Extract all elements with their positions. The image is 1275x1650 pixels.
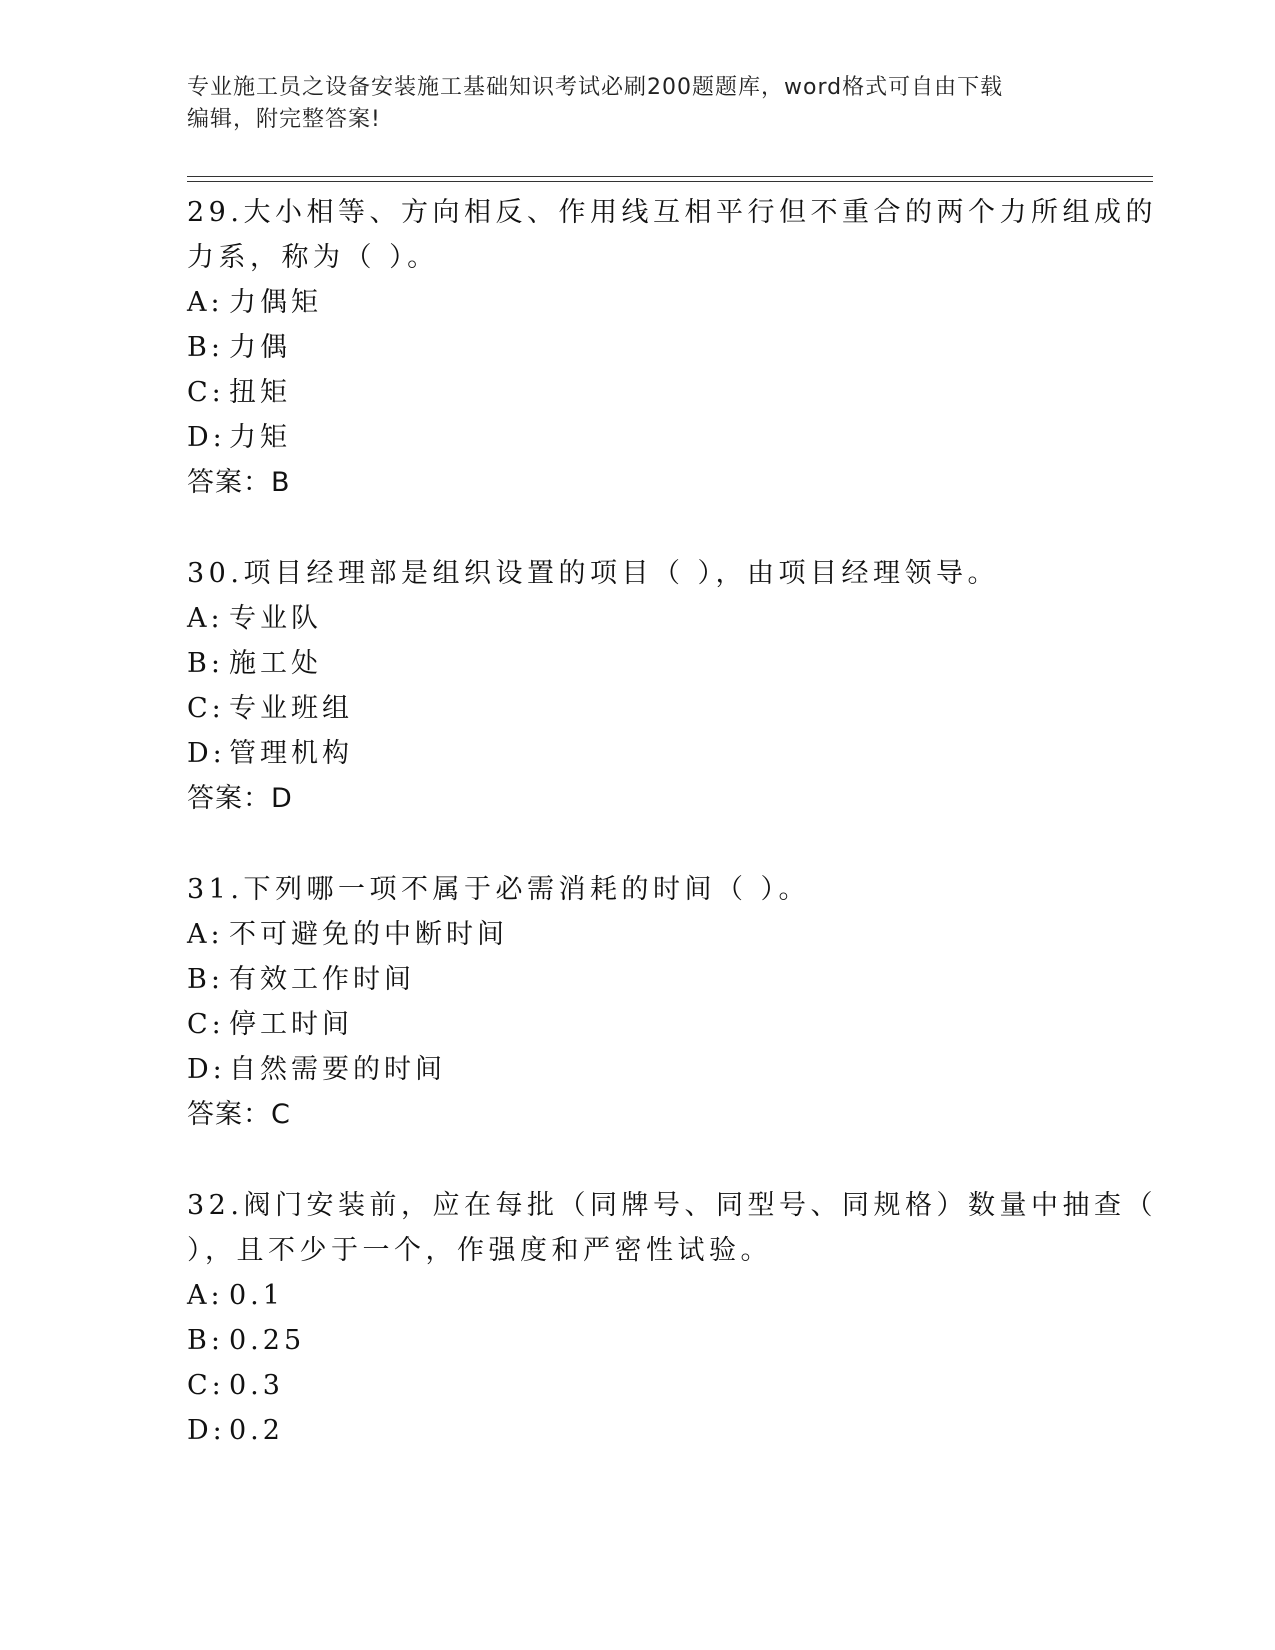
question-30 bbox=[187, 551, 1087, 821]
question-stem-line: 30.项目经理部是组织设置的项目（ ），由项目经理领导。 bbox=[187, 558, 1000, 589]
question-stem bbox=[187, 190, 1157, 280]
option-text: 力偶矩 bbox=[229, 287, 322, 318]
option-c bbox=[187, 370, 1087, 415]
question-32 bbox=[187, 1183, 1157, 1453]
option-d bbox=[187, 731, 1087, 776]
option-letter: C: bbox=[187, 693, 225, 724]
option-letter: B: bbox=[187, 1325, 224, 1356]
option-text: 专业队 bbox=[229, 603, 322, 634]
option-letter: D: bbox=[187, 1415, 226, 1446]
option-letter: D: bbox=[187, 1054, 226, 1085]
option-b bbox=[187, 957, 1087, 1002]
option-text: 0.25 bbox=[229, 1325, 306, 1356]
header-title-line-2: 编辑，附完整答案! bbox=[187, 107, 381, 132]
option-d bbox=[187, 1408, 1087, 1453]
option-letter: C: bbox=[187, 1009, 225, 1040]
option-b bbox=[187, 1318, 1087, 1363]
answer-line: 答案：D bbox=[187, 783, 293, 814]
question-stem-line: 力系，称为（ ）。 bbox=[187, 242, 439, 273]
option-text: 0.3 bbox=[229, 1370, 284, 1401]
option-c bbox=[187, 1002, 1087, 1047]
option-letter: B: bbox=[187, 648, 224, 679]
option-text: 不可避免的中断时间 bbox=[229, 919, 508, 950]
question-stem-line: ），且不少于一个，作强度和严密性试验。 bbox=[187, 1235, 772, 1266]
header-divider-top bbox=[187, 176, 1153, 177]
answer-line: 答案：B bbox=[187, 467, 291, 498]
option-a bbox=[187, 280, 1087, 325]
option-text: 施工处 bbox=[229, 648, 322, 679]
option-a bbox=[187, 912, 1087, 957]
option-b bbox=[187, 641, 1087, 686]
question-stem bbox=[187, 551, 1067, 596]
option-text: 0.1 bbox=[229, 1280, 284, 1311]
option-letter: D: bbox=[187, 738, 226, 769]
header-title-line-1: 专业施工员之设备安装施工基础知识考试必刷200题题库，word格式可自由下载 bbox=[187, 75, 1004, 100]
question-spacer bbox=[187, 505, 1087, 551]
option-letter: A: bbox=[187, 287, 224, 318]
option-c bbox=[187, 686, 1087, 731]
question-list bbox=[187, 190, 1157, 1453]
option-letter: C: bbox=[187, 1370, 225, 1401]
answer-line: 答案：C bbox=[187, 1099, 291, 1130]
option-letter: B: bbox=[187, 964, 224, 995]
question-31 bbox=[187, 867, 1087, 1137]
option-text: 有效工作时间 bbox=[229, 964, 415, 995]
option-a bbox=[187, 1273, 1087, 1318]
option-letter: A: bbox=[187, 919, 224, 950]
option-text: 自然需要的时间 bbox=[229, 1054, 446, 1085]
option-text: 停工时间 bbox=[229, 1009, 353, 1040]
option-a bbox=[187, 596, 1087, 641]
question-stem-line: 32.阀门安装前，应在每批（同牌号、同型号、同规格）数量中抽查（ bbox=[187, 1190, 1157, 1221]
document-header bbox=[187, 72, 1067, 136]
question-stem-line: 31.下列哪一项不属于必需消耗的时间（ ）。 bbox=[187, 874, 811, 905]
question-stem bbox=[187, 1183, 1157, 1273]
question-29 bbox=[187, 190, 1157, 505]
question-spacer bbox=[187, 1137, 1087, 1183]
option-text: 0.2 bbox=[229, 1415, 284, 1446]
option-text: 专业班组 bbox=[229, 693, 353, 724]
option-text: 力偶 bbox=[229, 332, 291, 363]
option-letter: D: bbox=[187, 422, 226, 453]
option-b bbox=[187, 325, 1087, 370]
option-d bbox=[187, 1047, 1087, 1092]
option-text: 管理机构 bbox=[229, 738, 353, 769]
option-text: 扭矩 bbox=[229, 377, 291, 408]
option-d bbox=[187, 415, 1087, 460]
option-c bbox=[187, 1363, 1087, 1408]
header-divider-bottom bbox=[187, 181, 1153, 182]
question-spacer bbox=[187, 821, 1087, 867]
option-letter: A: bbox=[187, 1280, 224, 1311]
option-letter: C: bbox=[187, 377, 225, 408]
question-stem-line: 29.大小相等、方向相反、作用线互相平行但不重合的两个力所组成的 bbox=[187, 197, 1157, 228]
option-text: 力矩 bbox=[229, 422, 291, 453]
question-stem bbox=[187, 867, 1067, 912]
option-letter: A: bbox=[187, 603, 224, 634]
option-letter: B: bbox=[187, 332, 224, 363]
